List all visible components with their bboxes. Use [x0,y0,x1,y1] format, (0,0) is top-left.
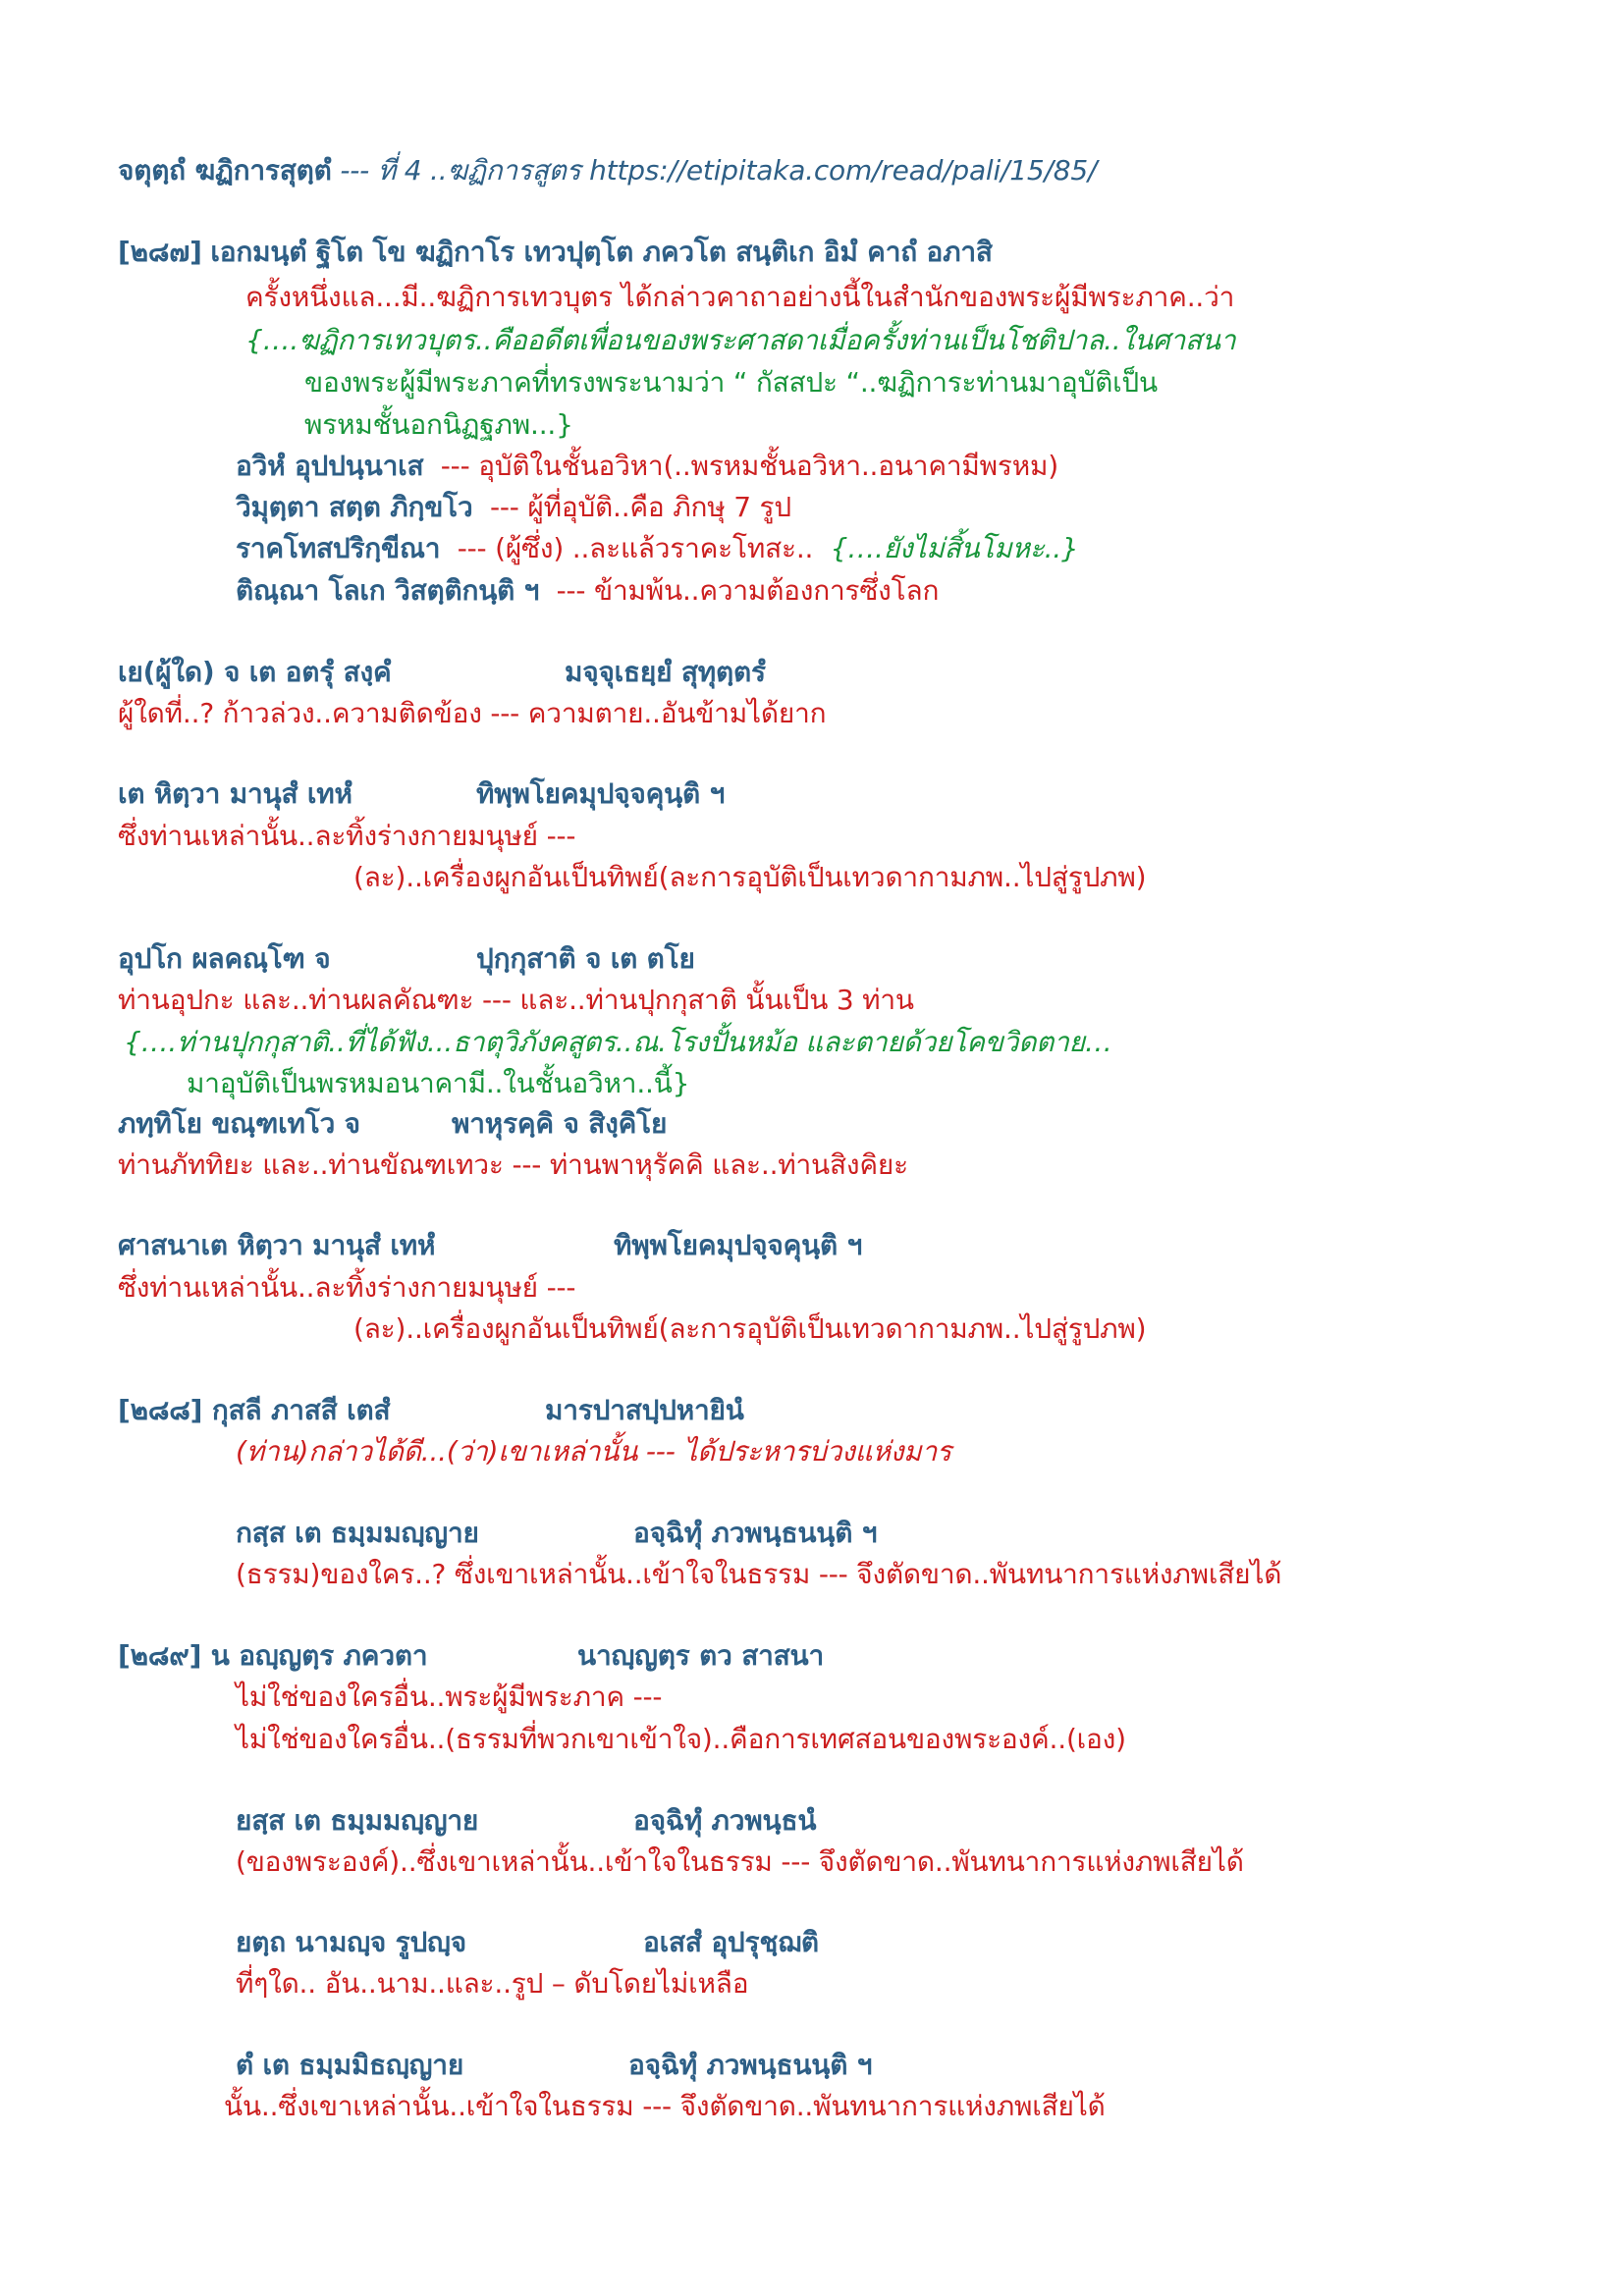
translation-line: ไม่ใช่ของใครอื่น..(ธรรมที่พวกเขาเข้าใจ)..คือการเทศสอนของพระองค์..(เอง) [236,1723,1126,1755]
commentary-phrase: {….ยังไม่สิ้นโมหะ..} [830,532,1079,564]
verse-line [236,532,1079,565]
translation-phrase: --- (ผู้ซึ่ง) ..ละแล้วราคะโทสะ.. [457,532,814,564]
sutta-subtitle: --- ที่ 4 ..ฆฏิการสูตร https://etipitaka.com/read/pali/15/85/ [340,154,1098,187]
translation-line: (ธรรม)ของใคร..? ซึ่งเขาเหล่านั้น..เข้าใจในธรรม --- จึงตัดขาด..พันทนาการแห่งภพเสียได้ [236,1558,1282,1590]
translation-line: ท่านอุปกะ และ..ท่านผลคัณฑะ --- และ..ท่านปุกกุสาติ นั้นเป็น 3 ท่าน [118,984,914,1016]
pali-line-b: ทิพฺพโยคมุปจฺจคุนฺติ ฯ [614,1229,863,1261]
pali-line-b: อจฺฉิทุํ ภวพนฺธนนฺติ ฯ [633,1517,878,1549]
pali-line-a: เย(ผู้ใด) จ เต อตรุํ สงฺคํ [118,656,392,688]
document-header [118,154,1097,187]
sutta-title: จตุตฺถํ ฆฏิการสุตฺตํ [118,154,332,187]
commentary-line: ของพระผู้มีพระภาคที่ทรงพระนามว่า “ กัสสปะ “..ฆฏิการะท่านมาอุบัติเป็น [304,366,1158,399]
pali-line-a: ภทฺทิโย ขณฺฑเทโว จ [118,1107,360,1140]
pali-line-a: เต หิตฺวา มานุสํ เทหํ [118,777,352,810]
translation-line: ผู้ใดที่..? ก้าวล่วง..ความติดข้อง --- ความตาย..อันข้ามได้ยาก [118,697,827,729]
commentary-line: พรหมชั้นอกนิฏฐภพ...} [304,408,573,441]
pali-line-a: ตํ เต ธมฺมมิธญฺญาย [236,2049,464,2081]
section-number: [๒๘๙] [118,1639,202,1672]
section-287-heading [118,236,993,269]
pali-line: เอกมนฺตํ ฐิโต โข ฆฏิกาโร เทวปุตฺโต ภควโต สนฺติเก อิมํ คาถํ อภาสิ [210,236,993,268]
pali-line-a: ยสฺส เต ธมฺมมญฺญาย [236,1804,479,1837]
pali-phrase: อวิหํ อุปปนฺนาเส [236,450,424,482]
translation-line: ครั้งหนึ่งแล...มี..ฆฏิการเทวบุตร ได้กล่าวคาถาอย่างนี้ในสำนักของพระผู้มีพระภาค..ว่า [245,281,1235,313]
commentary-line: {….ท่านปุกกุสาติ..ที่ได้ฟัง...ธาตุวิภังคสูตร..ณ.โรงปั้นหม้อ และตายด้วยโคขวิดตาย… [124,1026,1112,1058]
verse-line [236,491,791,524]
pali-line-b: อเสสํ อุปรุชฺฌติ [643,1926,819,1958]
pali-phrase: วิมุตฺตา สตฺต ภิกฺขโว [236,491,473,523]
pali-line-a: ศาสนาเต หิตฺวา มานุสํ เทหํ [118,1229,436,1261]
translation-line: นั้น..ซึ่งเขาเหล่านั้น..เข้าใจในธรรม --- จึงตัดขาด..พันทนาการแห่งภพเสียได้ [224,2090,1106,2122]
translation-line: (ของพระองค์)..ซึ่งเขาเหล่านั้น..เข้าใจในธรรม --- จึงตัดขาด..พันทนาการแห่งภพเสียได้ [236,1845,1244,1878]
pali-phrase: น อญฺญตฺร ภควตา [210,1639,428,1672]
translation-phrase: --- ข้ามพ้น..ความต้องการซึ่งโลก [556,574,940,607]
commentary-line: {….ฆฏิการเทวบุตร..คืออดีตเพื่อนของพระศาสดาเมื่อครั้งท่านเป็นโชติปาล..ในศาสนา [245,324,1236,356]
translation-line: (ละ)..เครื่องผูกอันเป็นทิพย์(ละการอุบัติเป็นเทวดากามภพ..ไปสู่รูปภพ) [353,861,1147,893]
pali-line-b: ปุกฺกุสาติ จ เต ตโย [476,942,695,975]
translation-line: ซึ่งท่านเหล่านั้น..ละทิ้งร่างกายมนุษย์ --- [118,820,576,852]
section-number: [๒๘๘] [118,1394,203,1426]
commentary-line: มาอุบัติเป็นพรหมอนาคามี..ในชั้นอวิหา..นี้} [187,1067,690,1099]
translation-line: ซึ่งท่านเหล่านั้น..ละทิ้งร่างกายมนุษย์ --- [118,1271,576,1304]
translation-line: (ละ)..เครื่องผูกอันเป็นทิพย์(ละการอุบัติเป็นเทวดากามภพ..ไปสู่รูปภพ) [353,1312,1147,1345]
section-number: [๒๘๗] [118,236,202,268]
translation-phrase: --- ผู้ที่อุบัติ..คือ ภิกษุ 7 รูป [489,491,791,523]
pali-line-b: มจฺจุเธยฺยํ สุทุตฺตรํ [565,656,766,688]
section-288-heading [118,1394,390,1427]
verse-line [236,450,1058,483]
pali-line-b: อจฺฉิทุํ ภวพนฺธนํ [633,1804,817,1837]
pali-line-b: อจฺฉิทุํ ภวพนฺธนนฺติ ฯ [628,2049,873,2081]
pali-phrase: ติณฺณา โลเก วิสตฺติกนฺติ ฯ [236,574,540,607]
pali-line-b: พาหุรคฺคิ จ สิงฺคิโย [452,1107,668,1140]
section-289-heading [118,1639,427,1673]
pali-line-a: กสฺส เต ธมฺมมญฺญาย [236,1517,479,1549]
pali-phrase: ราคโทสปริกฺขีณา [236,532,441,564]
pali-line-b: นาญฺญตฺร ตว สาสนา [577,1639,824,1672]
translation-line: ไม่ใช่ของใครอื่น..พระผู้มีพระภาค --- [236,1681,663,1713]
pali-line-b: ทิพฺพโยคมุปจฺจคุนฺติ ฯ [476,777,726,810]
pali-line-a: อุปโก ผลคณฺโฑ จ [118,942,331,975]
translation-line: ที่ๆใด.. อัน..นาม..และ..รูป – ดับโดยไม่เหลือ [236,1967,749,2000]
translation-phrase: --- อุบัติในชั้นอวิหา(..พรหมชั้นอวิหา..อนาคามีพรหม) [440,450,1058,482]
pali-line-a: ยตฺถ นามญฺจ รูปญฺจ [236,1926,466,1958]
pali-line-b: มารปาสปฺปหายินํ [545,1394,744,1426]
translation-line: ท่านภัททิยะ และ..ท่านขัณฑเทวะ --- ท่านพาหุรัคคิ และ..ท่านสิงคิยะ [118,1148,908,1181]
verse-line [236,574,939,608]
translation-line: (ท่าน)กล่าวได้ดี...(ว่า)เขาเหล่านั้น --- ได้ประหารบ่วงแห่งมาร [236,1435,951,1468]
pali-phrase: กุสลี ภาสสี เตสํ [211,1394,391,1426]
